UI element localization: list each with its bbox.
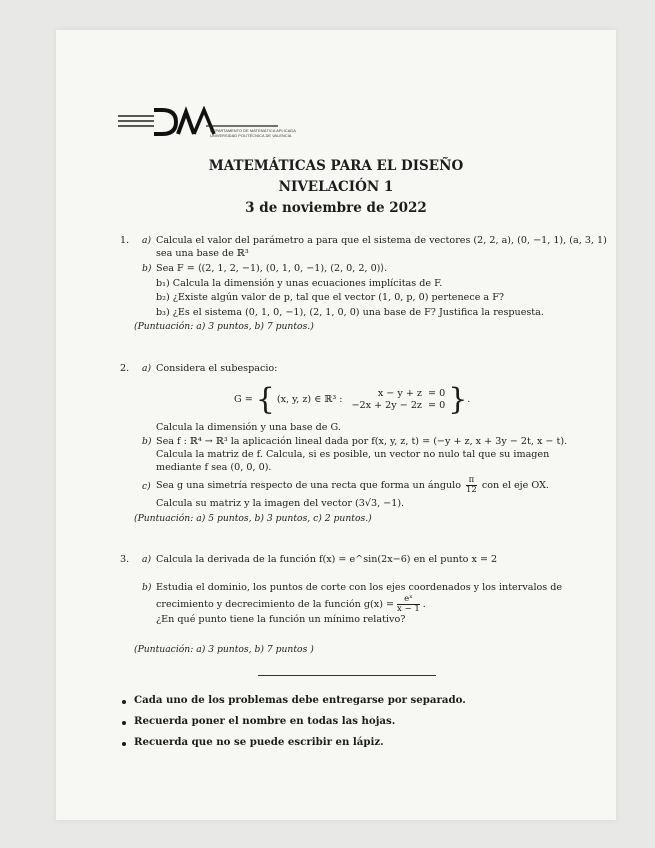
- problem-2-c-line2: Calcula su matriz y la imagen del vector (3√3, −1).: [156, 498, 405, 509]
- bullet-icon: [122, 721, 126, 725]
- problem-3-b-line1: Estudia el dominio, los puntos de corte con los ejes coordenados y los intervalos de: [156, 582, 563, 593]
- problem-1-a-line2: sea una base de ℝ³: [156, 248, 249, 259]
- angle-fraction: [466, 476, 477, 495]
- set-lhs: G =: [234, 394, 253, 405]
- exam-date: 3 de noviembre de 2022: [245, 200, 427, 216]
- part-b-label: b): [142, 263, 152, 274]
- part-c-label: c): [142, 481, 151, 492]
- instruction-item: Cada uno de los problemas debe entregarse por separado.: [134, 694, 466, 706]
- fraction-denominator: x − 1: [397, 604, 420, 614]
- subspace-definition: [234, 382, 471, 417]
- dept-line-1: DEPARTAMENTO DE MATEMÁTICA APLICADA: [210, 129, 296, 133]
- eq1-rhs: = 0: [427, 388, 446, 399]
- separator-line: [258, 675, 436, 676]
- set-end: .: [467, 394, 471, 405]
- fraction-numerator: π: [466, 476, 477, 486]
- part-b-label: b): [142, 436, 152, 447]
- dept-line-2: UNIVERSIDAD POLITÉCNICA DE VALENCIA: [210, 134, 292, 138]
- problem-2-a-line: Considera el subespacio:: [156, 363, 278, 374]
- fraction-numerator: eˣ: [397, 595, 420, 605]
- equation-system: [348, 388, 448, 412]
- b-line2-tail: .: [422, 598, 426, 610]
- problem-1-b-line: Sea F = ⟨(2, 1, 2, −1), (0, 1, 0, −1), (2, 0, 2, 0)⟩.: [156, 263, 388, 274]
- part-b-label: b): [142, 582, 152, 593]
- part-a-label: a): [142, 235, 152, 246]
- eq2-lhs: −2x + 2y − 2z: [351, 400, 422, 411]
- problem-number: 2.: [120, 363, 130, 374]
- b-line2-text: crecimiento y decrecimiento de la función g(x) =: [156, 598, 395, 610]
- instruction-item: Recuerda que no se puede escribir en lápiz.: [134, 736, 384, 748]
- bullet-icon: [122, 700, 126, 704]
- fraction-denominator: 12: [466, 485, 477, 495]
- problem-3-score: (Puntuación: a) 3 puntos, b) 7 puntos ): [134, 644, 314, 655]
- problem-2-b-line1: Sea f : ℝ⁴ → ℝ³ la aplicación lineal dada por f(x, y, z, t) = (−y + z, x + 3y − 2t, x − t).: [156, 436, 568, 447]
- open-brace: {: [255, 382, 275, 417]
- problem-2-c-line1: [156, 476, 549, 495]
- exam-subtitle: NIVELACIÓN 1: [278, 179, 394, 195]
- function-fraction: [397, 595, 420, 614]
- part-a-label: a): [142, 554, 152, 565]
- problem-1-a-line1: Calcula el valor del parámetro a para que el sistema de vectores (2, 2, a), (0, −1, 1), (a, 3, 1): [156, 235, 607, 246]
- eq1-lhs: x − y + z: [377, 388, 422, 399]
- problem-2-score: (Puntuación: a) 5 puntos, b) 3 puntos, c) 2 puntos.): [134, 513, 372, 524]
- bullet-icon: [122, 742, 126, 746]
- problem-number: 3.: [120, 554, 130, 565]
- problem-2-b-line2: Calcula la matriz de f. Calcula, si es posible, un vector no nulo tal que su imagen: [156, 449, 550, 460]
- instruction-item: Recuerda poner el nombre en todas las hojas.: [134, 715, 396, 727]
- problem-1-b1: b₁) Calcula la dimensión y unas ecuaciones implícitas de F.: [156, 278, 443, 289]
- problem-3-b-line2: [156, 595, 426, 614]
- set-variables: (x, y, z) ∈ ℝ³ :: [276, 394, 343, 405]
- problem-2-b-line3: mediante f sea (0, 0, 0).: [156, 462, 272, 473]
- problem-1-b3: b₃) ¿Es el sistema (0, 1, 0, −1), (2, 1, 0, 0) una base de F? Justifica la respuesta.: [156, 307, 544, 318]
- problem-1-b2: b₂) ¿Existe algún valor de p, tal que el vector (1, 0, p, 0) pertenece a F?: [156, 292, 504, 303]
- c-line1-text: Sea g una simetría respecto de una recta que forma un ángulo: [156, 479, 461, 491]
- problem-2-a-after: Calcula la dimensión y una base de G.: [156, 422, 341, 433]
- c-line1-tail: con el eje OX.: [481, 479, 549, 491]
- problem-3-a-line: Calcula la derivada de la función f(x) = e^sin(2x−6) en el punto x = 2: [156, 554, 498, 565]
- close-brace: }: [448, 382, 468, 417]
- problem-number: 1.: [120, 235, 130, 246]
- exam-sheet: [56, 30, 616, 820]
- part-a-label: a): [142, 363, 152, 374]
- problem-1-score: (Puntuación: a) 3 puntos, b) 7 puntos.): [134, 321, 314, 332]
- exam-title: MATEMÁTICAS PARA EL DISEÑO: [208, 158, 464, 174]
- eq2-rhs: = 0: [427, 400, 446, 411]
- problem-3-b-line3: ¿En qué punto tiene la función un mínimo relativo?: [156, 614, 406, 625]
